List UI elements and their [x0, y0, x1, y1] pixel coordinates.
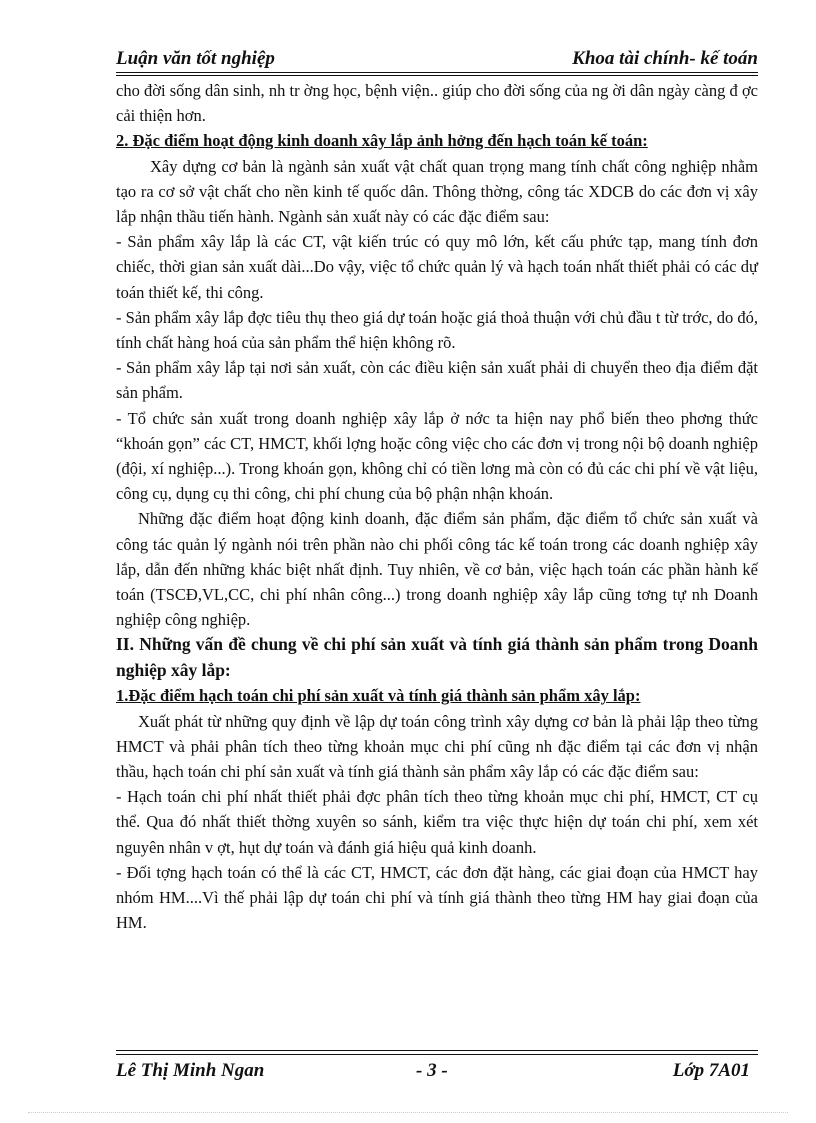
header-left-text: Luận văn tốt nghiệp — [116, 48, 275, 69]
paragraph: Những đặc điểm hoạt động kinh doanh, đặc điểm sản phẩm, đặc điểm tổ chức sản xuất và công tác quản lý ngành nói trên phần nào chi phối công tác kế toán trong các doanh nghiệp xây lắp, dẫn đến những khác biệt nhất định. Tuy nhiên, về cơ bản, việc hạch toán các phần hành kế toán (TSCĐ,VL,CC, chi phí nhân công...) trong doanh nghiệp xây lắp cũng tơng tự nh Doanh nghiệp công nghiệp. — [116, 509, 758, 630]
paragraph: cho đời sống dân sinh, nh tr ờng học, bệnh viện.. giúp cho đời sống của ng ời dân ngày càng đ ợc cải thiện hơn. — [116, 81, 758, 126]
footer-class: Lớp 7A01 — [672, 1060, 750, 1081]
paragraph: - Hạch toán chi phí nhất thiết phải đợc phân tích theo từng khoản mục chi phí, HMCT, CT cụ thể. Qua đó nhất thiết thờng xuyên so sánh, kiểm tra việc thực hiện dự toán chi phí, xem xét nguyên nhân v ợt, hụt dự toán và đánh giá hiệu quả kinh doanh. — [116, 787, 758, 857]
section-heading: 2. Đặc điểm hoạt động kinh doanh xây lắp ảnh hởng đến hạch toán kế toán: — [116, 131, 648, 151]
paragraph: - Tổ chức sản xuất trong doanh nghiệp xây lắp ở nớc ta hiện nay phổ biến theo phơng thức “khoán gọn” các CT, HMCT, khối lợng hoặc công việc cho các đơn vị trong nội bộ doanh nghiệp (đội, xí nghiệp...). Trong khoán gọn, không chỉ có tiền lơng mà còn có đủ các chi phí về vật liệu, công cụ, dụng cụ thi công, chi phí chung của bộ phận nhận khoán. — [116, 408, 758, 504]
footer-author: Lê Thị Minh Ngan — [116, 1060, 265, 1081]
paragraph: Xây dựng cơ bản là ngành sản xuất vật chất quan trọng mang tính chất công nghiệp nhằm tạo ra cơ sở vật chất cho nền kinh tế quốc dân. Thông thờng, công tác XDCB do các đơn vị xây lắp nhận thầu tiến hành. Ngành sản xuất này có các đặc điểm sau: — [116, 156, 758, 227]
page-footer — [116, 1060, 758, 1082]
paragraph: - Sản phẩm xây lắp đợc tiêu thụ theo giá dự toán hoặc giá thoả thuận với chủ đầu t từ trớc, do đó, tính chất hàng hoá của sản phẩm thể hiện không rõ. — [116, 307, 758, 353]
chapter-heading: II. Những vấn đề chung về chi phí sản xuất và tính giá thành sản phẩm trong Doanh nghiệp xây lắp: — [116, 634, 758, 680]
bottom-dotted-border — [28, 1112, 788, 1113]
footer-rule — [116, 1050, 758, 1051]
page-number: - 3 - — [416, 1060, 448, 1081]
paragraph: - Sản phẩm xây lắp là các CT, vật kiến trúc có quy mô lớn, kết cấu phức tạp, mang tính đơn chiếc, thời gian sản xuất dài...Do vậy, việc tổ chức quản lý và hạch toán nhất thiết phải có các dự toán thiết kế, thi công. — [116, 232, 758, 302]
paragraph: - Đối tợng hạch toán có thể là các CT, HMCT, các đơn đặt hàng, các giai đoạn của HMCT hay nhóm HM....Vì thế phải lập dự toán chi phí và tính giá thành theo từng HM hay giai đoạn của HM. — [116, 862, 758, 933]
paragraph: Xuất phát từ những quy định về lập dự toán công trình xây dựng cơ bản là phải lập theo từng HMCT và phải phân tích theo từng khoản mục chi phí cũng nh đặc điểm tại các đơn vị nhận thầu, hạch toán chi phí sản xuất và tính giá thành sản phẩm xây lắp có các đặc điểm sau: — [116, 711, 758, 782]
page-header — [116, 48, 758, 70]
footer-rule-thin — [116, 1054, 758, 1055]
header-rule-thin — [116, 75, 758, 76]
paragraph: - Sản phẩm xây lắp tại nơi sản xuất, còn các điều kiện sản xuất phải di chuyển theo địa điểm đặt sản phẩm. — [116, 358, 758, 403]
document-body — [116, 78, 758, 936]
header-rule — [116, 72, 758, 73]
header-right-text: Khoa tài chính- kế toán — [572, 48, 758, 69]
section-heading: 1.Đặc điểm hạch toán chi phí sản xuất và tính giá thành sản phẩm xây lắp: — [116, 686, 641, 706]
